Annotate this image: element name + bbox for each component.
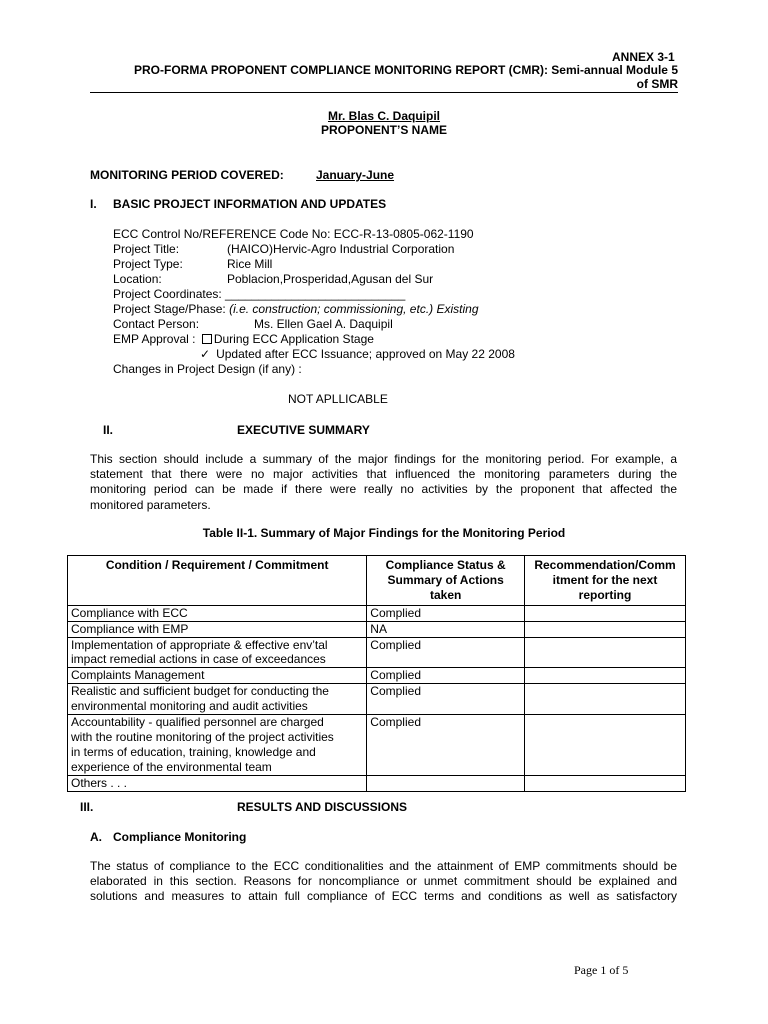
location-value: Poblacion,Prosperidad,Agusan del Sur — [227, 272, 434, 286]
cell-condition-line: Realistic and sufficient budget for conducting the — [71, 684, 329, 699]
cell-condition-line: environmental monitoring and audit activities — [71, 699, 308, 714]
exec-summary-line-1: This section should include a summary of the major findings for the monitoring period. For example, a — [90, 452, 677, 466]
cell-condition: Compliance with EMP — [68, 621, 367, 637]
project-stage-line — [113, 302, 479, 316]
cell-status: Complied — [367, 684, 525, 715]
emp-option-updated: Updated after ECC Issuance; approved on May 22 2008 — [216, 347, 515, 361]
section-1-title: BASIC PROJECT INFORMATION AND UPDATES — [113, 197, 387, 211]
section-2-number: II. — [103, 423, 114, 437]
report-title-line1: PRO-FORMA PROPONENT COMPLIANCE MONITORING REPORT (CMR): Semi-annual Module 5 — [133, 63, 678, 77]
cell-status: NA — [367, 621, 525, 637]
location-label: Location: — [113, 272, 162, 286]
cell-condition-line: Accountability - qualified personnel are charged — [71, 715, 324, 730]
section-1-number: I. — [90, 197, 97, 211]
section-3-number: III. — [80, 800, 94, 814]
cell-status: Complied — [367, 668, 525, 684]
not-applicable-text: NOT APLLICABLE — [288, 392, 388, 406]
proponent-name: Mr. Blas C. Daquipil — [327, 109, 441, 123]
exec-summary-line-3: monitoring period can be made if there were really no activities by the proponent that affected the — [90, 482, 677, 497]
cell-status: Complied — [367, 715, 525, 776]
cell-condition — [68, 715, 367, 776]
project-stage-value: (i.e. construction; commissioning, etc.) Existing — [229, 302, 479, 316]
cell-status — [367, 775, 525, 791]
contact-person-label: Contact Person: — [113, 317, 200, 331]
project-coordinates-line: Project Coordinates: ___________________________ — [113, 287, 406, 301]
cell-status: Complied — [367, 637, 525, 668]
cell-recommendation — [525, 621, 686, 637]
exec-summary-line-2: statement that there were no major activities that influenced the monitoring parameters during the — [90, 467, 677, 482]
cell-condition — [68, 637, 367, 668]
table-row — [68, 715, 686, 776]
compliance-line-1: The status of compliance to the ECC conditionalities and the attainment of EMP commitments should be — [90, 859, 677, 873]
executive-summary-paragraph — [90, 452, 677, 513]
findings-table — [67, 555, 686, 792]
header-condition: Condition / Requirement / Commitment — [68, 556, 367, 606]
table-row — [68, 668, 686, 684]
checkmark-icon: ✓ — [200, 347, 211, 361]
cell-recommendation — [525, 668, 686, 684]
table-caption: Table II-1. Summary of Major Findings for the Monitoring Period — [202, 526, 566, 540]
emp-option-updated-line — [200, 347, 515, 361]
emp-approval-line — [113, 332, 374, 346]
header-recommendation-line-2: itment for the next — [552, 572, 658, 587]
cell-recommendation — [525, 684, 686, 715]
cell-condition: Complaints Management — [68, 668, 367, 684]
monitoring-period-value: January-June — [316, 168, 395, 182]
cell-recommendation — [525, 637, 686, 668]
emp-option-during-ecc: During ECC Application Stage — [213, 332, 374, 346]
project-type-label: Project Type: — [113, 257, 183, 271]
table-row — [68, 621, 686, 637]
page-number: Page 1 of 5 — [574, 963, 629, 977]
monitoring-period-label: MONITORING PERIOD COVERED: — [90, 168, 284, 182]
header-rule — [90, 92, 678, 93]
report-title-line2: of SMR — [636, 77, 678, 91]
header-recommendation — [525, 556, 686, 606]
header-recommendation-line-3: reporting — [578, 587, 632, 602]
cell-condition: Others . . . — [68, 775, 367, 791]
contact-person-value: Ms. Ellen Gael A. Daquipil — [254, 317, 393, 331]
header-compliance-line-3: taken — [429, 587, 462, 602]
changes-label: Changes in Project Design (if any) : — [113, 362, 302, 376]
compliance-line-3: solutions and measures to attain full compliance of ECC terms and conditions as well as satisfactory — [90, 889, 677, 904]
proponent-name-label: PROPONENT’S NAME — [320, 123, 447, 137]
compliance-line-2: elaborated in this section. Reasons for noncompliance or unmet commitment should be explained and — [90, 874, 677, 889]
section-3-title: RESULTS AND DISCUSSIONS — [237, 800, 408, 814]
cell-condition-line: impact remedial actions in case of exceedances — [71, 652, 326, 667]
ecc-control-line: ECC Control No/REFERENCE Code No: ECC-R-13-0805-062-1190 — [113, 227, 474, 241]
header-compliance-status — [367, 556, 525, 606]
table-header-row — [68, 556, 686, 606]
annex-label: ANNEX 3-1 — [612, 50, 675, 64]
cell-condition — [68, 684, 367, 715]
table-row — [68, 775, 686, 791]
table-row — [68, 605, 686, 621]
table-row — [68, 637, 686, 668]
cell-status: Complied — [367, 605, 525, 621]
checkbox-empty-icon — [202, 334, 212, 344]
table-row — [68, 684, 686, 715]
cell-recommendation — [525, 775, 686, 791]
section-2-title: EXECUTIVE SUMMARY — [237, 423, 370, 437]
cell-condition-line: experience of the environmental team — [71, 759, 272, 774]
cell-condition: Compliance with ECC — [68, 605, 367, 621]
header-recommendation-line-1: Recommendation/Comm — [534, 558, 676, 572]
project-title-label: Project Title: — [113, 242, 180, 256]
cell-condition-line: with the routine monitoring of the project activities — [71, 729, 334, 744]
subsection-a-title: Compliance Monitoring — [113, 830, 247, 844]
project-stage-label: Project Stage/Phase: — [113, 302, 230, 316]
exec-summary-line-4: monitored parameters. — [90, 497, 211, 512]
subsection-a-letter: A. — [90, 830, 102, 844]
header-compliance-line-2: Summary of Actions — [387, 572, 504, 587]
cell-recommendation — [525, 715, 686, 776]
header-compliance-line-1: Compliance Status & — [385, 558, 506, 572]
cell-condition-line: in terms of education, training, knowledge and — [71, 744, 316, 759]
project-title-value: (HAICO)Hervic-Agro Industrial Corporation — [227, 242, 455, 256]
project-type-value: Rice Mill — [227, 257, 273, 271]
cell-condition-line: Implementation of appropriate & effective env’tal — [71, 637, 328, 652]
compliance-monitoring-paragraph — [90, 859, 677, 905]
cell-recommendation — [525, 605, 686, 621]
emp-approval-label: EMP Approval : — [113, 332, 199, 346]
